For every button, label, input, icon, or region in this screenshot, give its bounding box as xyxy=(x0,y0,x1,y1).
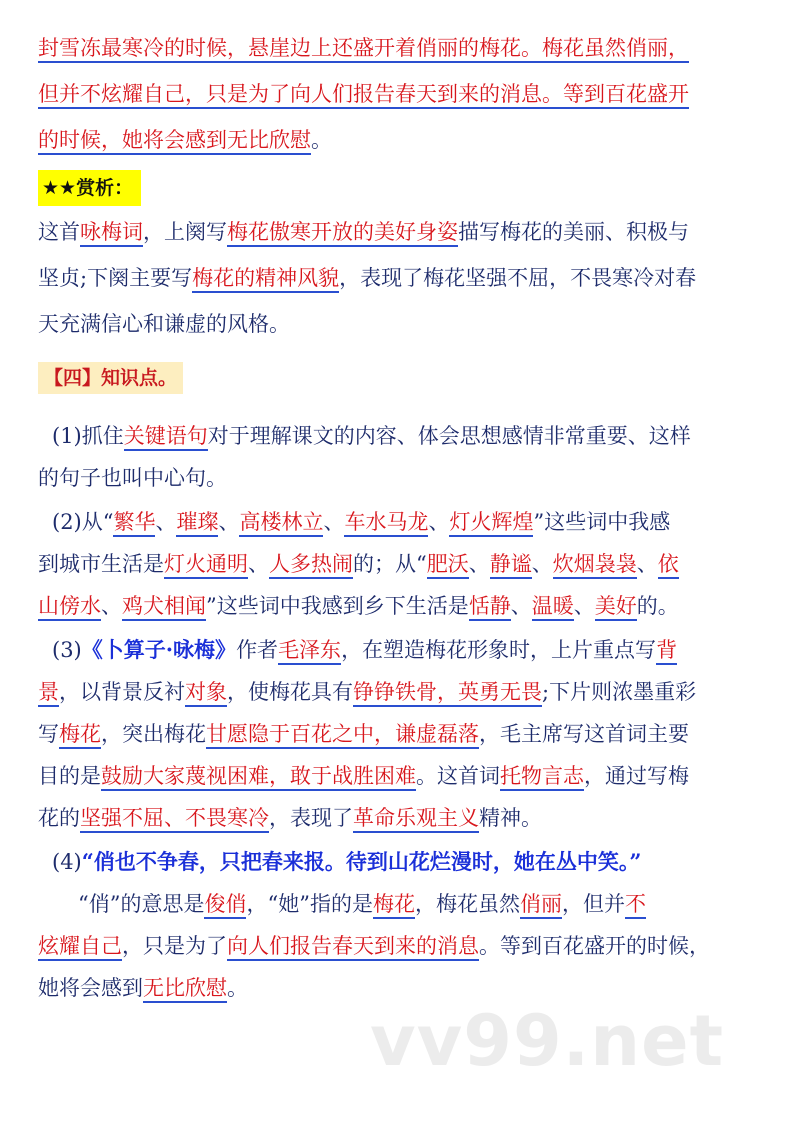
text: 到城市生活是 xyxy=(38,552,164,576)
text: 坚贞;下阕主要写 xyxy=(38,266,193,290)
text: ，“她”指的是 xyxy=(246,892,373,916)
text: ，表现了 xyxy=(269,806,353,830)
appreciation-heading: ★★赏析： xyxy=(38,170,141,206)
text: 、 xyxy=(248,552,269,576)
text: 作者 xyxy=(236,638,279,662)
keyword: 梅花 xyxy=(373,892,415,919)
keyword: 俊俏 xyxy=(204,892,246,919)
translation-line-1 xyxy=(38,30,758,66)
keyword: 灯火辉煌 xyxy=(449,510,533,537)
text: 精神。 xyxy=(479,806,542,830)
keyword: 灯火通明 xyxy=(164,552,248,579)
translation-line-3 xyxy=(38,122,758,158)
appreciation-line-1 xyxy=(38,214,758,250)
poem-quote: “俏也不争春，只把春来报。待到山花烂漫时，她在丛中笑。” xyxy=(81,849,642,874)
text: 。这首词 xyxy=(416,764,500,788)
text: 的；从“ xyxy=(353,552,427,576)
knowledge-heading: 【四】知识点。 xyxy=(38,362,183,394)
text: ，使梅花具有 xyxy=(227,680,353,704)
text: (2)从“ xyxy=(52,510,114,534)
text: (4) xyxy=(52,850,82,874)
keyword: 景 xyxy=(38,680,59,707)
keyword: 铮铮铁骨，英勇无畏 xyxy=(353,680,542,707)
text: 、 xyxy=(510,594,532,618)
point-3-line-3 xyxy=(38,716,758,752)
keyword: 不 xyxy=(625,892,646,919)
keyword: 鸡犬相闻 xyxy=(122,594,206,621)
text: 、 xyxy=(531,552,553,576)
translation-text: 但并不炫耀自己，只是为了向人们报告春天到来的消息。等到百花盛开 xyxy=(38,82,689,109)
translation-text: 封雪冻最寒冷的时候，悬崖边上还盛开着俏丽的梅花。梅花虽然俏丽， xyxy=(38,36,689,63)
text: ”这些词中我感到乡下生活是 xyxy=(206,594,469,618)
keyword: 坚强不屈、不畏寒冷 xyxy=(80,806,269,833)
translation-period: 。 xyxy=(311,128,332,152)
text: 、 xyxy=(468,552,490,576)
keyword: 梅花 xyxy=(59,722,101,749)
point-1-line-1 xyxy=(38,418,758,454)
point-3-line-1 xyxy=(38,632,758,668)
text: 目的是 xyxy=(38,764,101,788)
text: 这首 xyxy=(38,220,80,244)
keyword: 美好 xyxy=(595,594,637,621)
keyword: 向人们报告春天到来的消息 xyxy=(227,934,479,961)
text: 、 xyxy=(573,594,595,618)
appreciation-line-2 xyxy=(38,260,758,296)
keyword: 繁华 xyxy=(113,510,155,537)
keyword: 恬静 xyxy=(469,594,511,621)
text: 。等到百花盛开的时候， xyxy=(479,934,710,958)
keyword: 炊烟袅袅 xyxy=(553,552,637,579)
text: (3) xyxy=(52,638,82,662)
keyword: 炫耀自己 xyxy=(38,934,122,961)
text: 、 xyxy=(428,510,450,534)
keyword: 肥沃 xyxy=(427,552,469,579)
keyword: 高楼林立 xyxy=(239,510,323,537)
point-1-line-2 xyxy=(38,460,758,496)
knowledge-heading-row xyxy=(38,362,758,402)
keyword: 静谧 xyxy=(490,552,532,579)
point-4-line-2 xyxy=(38,886,758,922)
keyword: 依 xyxy=(658,552,679,579)
text: 、 xyxy=(636,552,658,576)
keyword: 对象 xyxy=(185,680,227,707)
text: 、 xyxy=(323,510,345,534)
poem-title: 《卜算子·咏梅》 xyxy=(81,637,237,662)
text: ，只是为了 xyxy=(122,934,227,958)
text: 天充满信心和谦虚的风格。 xyxy=(38,312,290,336)
point-4-line-3 xyxy=(38,928,758,964)
keyword: 人多热闹 xyxy=(269,552,353,579)
text: 描写梅花的美丽、积极与 xyxy=(458,220,689,244)
text: 写 xyxy=(38,722,59,746)
keyword: 梅花的精神风貌 xyxy=(192,266,339,293)
translation-text: 的时候，她将会感到无比欣慰 xyxy=(38,128,311,155)
keyword: 无比欣慰 xyxy=(143,976,227,1003)
text: 。 xyxy=(227,976,248,1000)
text: 她将会感到 xyxy=(38,976,143,1000)
text: ，以背景反衬 xyxy=(59,680,185,704)
text: 对于理解课文的内容、体会思想感情非常重要、这样 xyxy=(207,424,691,448)
text: “俏”的意思是 xyxy=(78,892,205,916)
text: ，毛主席写这首词主要 xyxy=(479,722,689,746)
text: ，通过写梅 xyxy=(584,764,689,788)
keyword: 咏梅词 xyxy=(80,220,143,247)
keyword: 鼓励大家蔑视困难，敢于战胜困难 xyxy=(101,764,416,791)
document-page xyxy=(38,30,758,1006)
keyword: 温暖 xyxy=(532,594,574,621)
text: 、 xyxy=(101,594,122,618)
text: ;下片则浓墨重彩 xyxy=(542,680,697,704)
point-2-line-1 xyxy=(38,504,758,540)
point-3-line-5 xyxy=(38,800,758,836)
text: ”这些词中我感 xyxy=(533,510,671,534)
appreciation-line-3 xyxy=(38,306,758,342)
keyword: 革命乐观主义 xyxy=(353,806,479,833)
point-4-line-1 xyxy=(38,844,758,880)
keyword: 山傍水 xyxy=(38,594,101,621)
keyword: 关键语句 xyxy=(124,424,208,451)
watermark: vv99.net xyxy=(370,1000,725,1082)
text: 花的 xyxy=(38,806,80,830)
text: ，在塑造梅花形象时，上片重点写 xyxy=(341,638,657,662)
translation-line-2 xyxy=(38,76,758,112)
text: ，梅花虽然 xyxy=(414,892,520,916)
text: ，表现了梅花坚强不屈，不畏寒冷对春 xyxy=(339,266,697,290)
text: ，上阕写 xyxy=(143,220,227,244)
point-2-line-2 xyxy=(38,546,758,582)
keyword: 托物言志 xyxy=(500,764,584,791)
keyword: 俏丽 xyxy=(520,892,562,919)
keyword: 背 xyxy=(656,638,677,665)
point-3-line-2 xyxy=(38,674,758,710)
text: 、 xyxy=(155,510,177,534)
text: 、 xyxy=(218,510,240,534)
keyword: 车水马龙 xyxy=(344,510,428,537)
text: 的。 xyxy=(636,594,679,618)
appreciation-heading-row xyxy=(38,170,758,210)
text: (1)抓住 xyxy=(52,424,124,448)
keyword: 毛泽东 xyxy=(278,638,341,665)
keyword: 梅花傲寒开放的美好身姿 xyxy=(227,220,458,247)
keyword: 甘愿隐于百花之中，谦虚磊落 xyxy=(206,722,479,749)
text: 的句子也叫中心句。 xyxy=(38,466,227,490)
text: ，突出梅花 xyxy=(101,722,206,746)
keyword: 璀璨 xyxy=(176,510,218,537)
point-3-line-4 xyxy=(38,758,758,794)
point-2-line-3 xyxy=(38,588,758,624)
text: ，但并 xyxy=(561,892,625,916)
